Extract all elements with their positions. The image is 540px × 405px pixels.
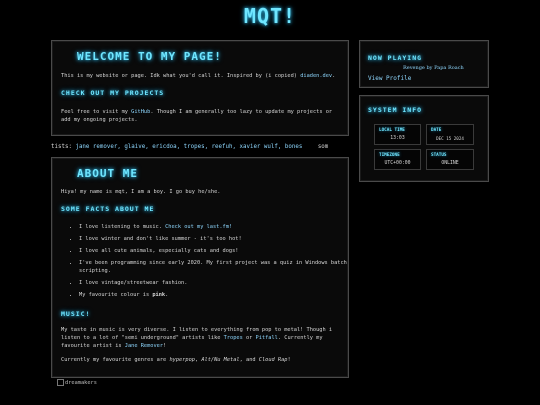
tile-label: STATUS	[431, 153, 447, 158]
fact-text: My favourite colour is	[79, 292, 153, 298]
welcome-intro	[61, 72, 343, 80]
list-item: • I love winter and don't like summer - it's too hot!	[79, 235, 354, 243]
welcome-intro-end: .	[332, 73, 336, 79]
facts-heading: SOME FACTS ABOUT ME	[61, 205, 155, 213]
projects-text-end: . Though I am generally too lazy to update my projects or add my ongoing projects.	[61, 109, 333, 123]
site-title: MQT!	[243, 4, 297, 28]
music-text-4: !	[163, 343, 167, 349]
about-intro: Hiya! my name is mqt, I am a boy. I go buy he/she.	[61, 189, 221, 195]
list-item	[79, 291, 354, 299]
now-playing-title: NOW PLAYING	[368, 54, 423, 62]
tile-label: DATE	[431, 128, 442, 133]
timezone-tile	[374, 149, 421, 170]
welcome-intro-text: This is my website or page. Idk what you'd call it. Inspired by (i copied)	[61, 73, 301, 79]
genres-text-1: Currently my favourite genres are	[61, 357, 170, 363]
tile-label: LOCAL TIME	[379, 128, 405, 133]
genres-text-4: !	[287, 357, 291, 363]
now-playing-panel	[359, 40, 489, 88]
list-item: • I love vintage/streetwear fashion.	[79, 279, 354, 287]
facts-list	[61, 223, 354, 303]
welcome-title: WELCOME TO MY PAGE!	[77, 50, 222, 63]
badge-alt-text: dreamakers	[65, 380, 97, 386]
welcome-panel	[51, 40, 349, 136]
tile-value: DEC 15 2024	[436, 136, 464, 141]
status-tile	[426, 149, 474, 170]
list-item: • I love all cute animals, especially cats and dogs!	[79, 247, 354, 255]
about-panel	[51, 157, 349, 378]
music-text-1: My taste in music is very diverse. I listen to everything from pop to metal! Though i listen to a lot of "semi underground" artists like	[61, 327, 333, 341]
fact-text: I love listening to music.	[79, 224, 166, 230]
projects-heading: CHECK OUT MY PROJECTS	[61, 89, 165, 97]
date-tile	[426, 124, 474, 145]
tile-value: 13:03	[390, 136, 405, 141]
genres-text-2: ,	[194, 357, 202, 363]
system-info-title: SYSTEM INFO	[368, 106, 423, 114]
pitfall-link[interactable]: Pitfall	[255, 335, 278, 341]
projects-text	[61, 108, 343, 124]
tile-value: UTC+00:00	[384, 161, 411, 166]
artists-marquee	[51, 142, 349, 152]
genre-metal: Alt/Nu Metal	[201, 357, 240, 363]
tile-value: ONLINE	[441, 161, 459, 166]
about-title: ABOUT ME	[77, 167, 138, 180]
music-text-3: . Currently my favourite artist is	[61, 335, 323, 349]
projects-text-start: Feel free to visit my	[61, 109, 132, 115]
system-info-panel	[359, 95, 489, 182]
dreamakers-badge[interactable]	[57, 379, 97, 386]
tropes-link[interactable]: Tropes	[223, 335, 243, 341]
local-time-tile	[374, 124, 421, 145]
fact-bold: pink	[152, 292, 166, 298]
view-profile-link[interactable]: View Profile	[368, 75, 412, 82]
genre-hyperpop: hyperpop	[169, 357, 195, 363]
genres-text-3: , and	[239, 357, 259, 363]
genre-cloud-rap: Cloud Rap	[258, 357, 288, 363]
now-playing-track: Revenge by Papa Roach	[403, 65, 464, 71]
github-link[interactable]: GitHub	[131, 109, 151, 115]
lastfm-link[interactable]: Check out my last.fm!	[165, 224, 233, 230]
broken-image-icon	[57, 379, 64, 386]
list-item	[79, 223, 354, 231]
music-text-2: or	[242, 335, 256, 341]
fact-end: .	[165, 292, 169, 298]
diaden-link[interactable]: diaden.dev	[300, 73, 333, 79]
list-item: • I've been programming since early 2020. My first project was a quiz in Windows batch scripting.	[79, 259, 354, 275]
music-heading: MUSIC!	[61, 310, 91, 318]
artists-label: tists:	[51, 144, 72, 150]
artists-list: jane remover, glaive, ericdoa, tropes, reefuh, xavier wulf, bones	[75, 144, 303, 150]
genres-text	[61, 356, 343, 364]
tile-label: TIMEZONE	[379, 153, 400, 158]
artists-trailing: som	[317, 144, 329, 150]
music-text	[61, 326, 343, 350]
jane-remover-link[interactable]: Jane Remover	[124, 343, 164, 349]
